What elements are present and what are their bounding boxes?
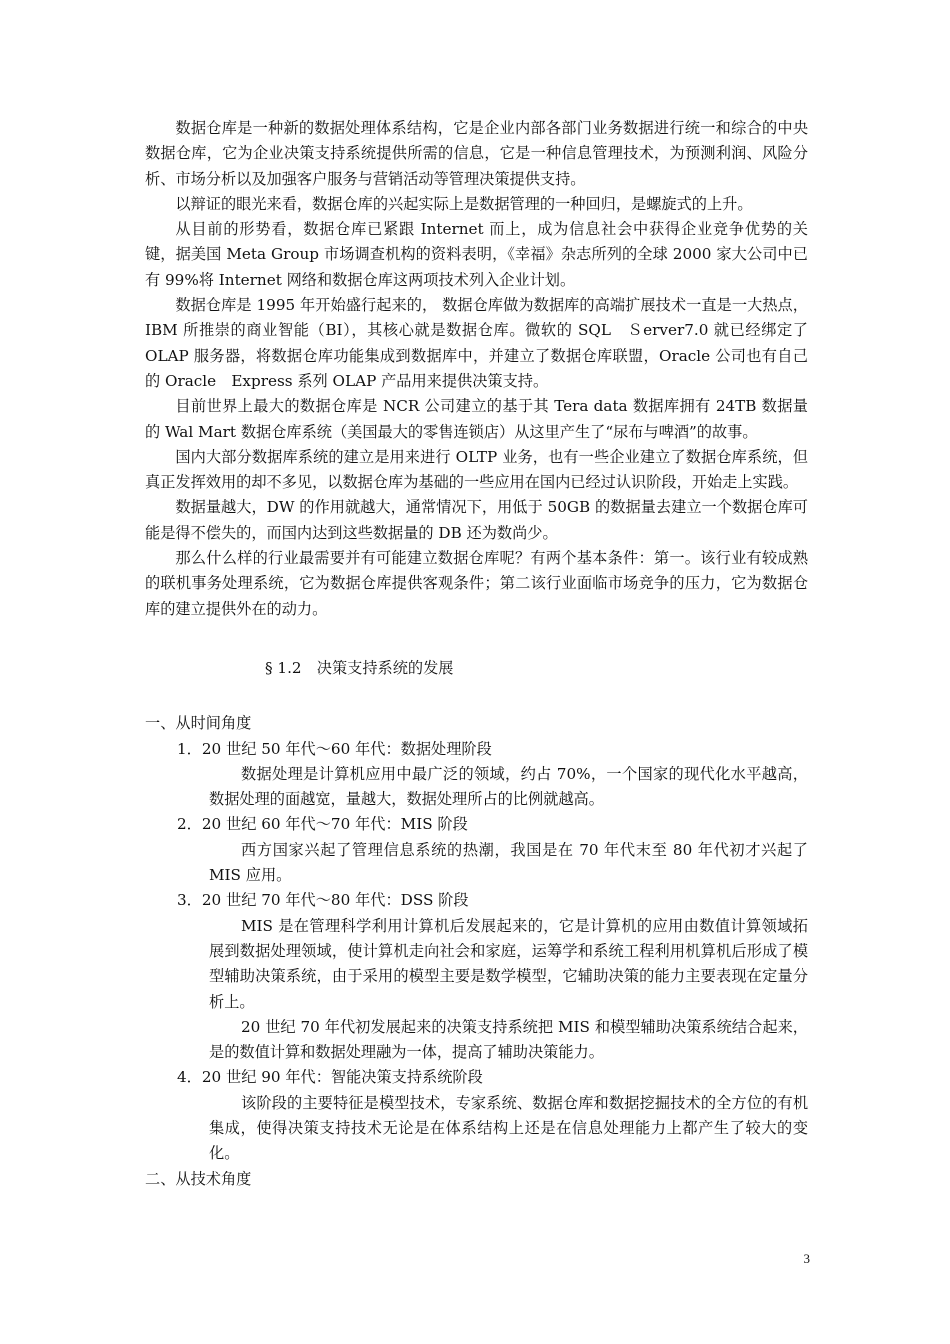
paragraph-dw-since-1995: 数据仓库是 1995 年开始盛行起来的， 数据仓库做为数据库的高端扩展技术一直是一大热点，IBM 所推崇的商业智能（BI），其核心就是数据仓库。微软的 SQL Ｓerver7.0 就已经绑定了 OLAP 服务器，将数据仓库功能集成到数据库中，并建立了数据仓库联盟，Oracle 公司也有自己的 Oracle Express 系列 OLAP 产品用来提供决策支持。 (145, 296, 808, 390)
outline-part-technology: 二、从技术角度 (145, 1169, 252, 1188)
section-heading: § 1.2 决策支持系统的发展 (265, 658, 454, 677)
outline-item-3: 3．20 世纪 70 年代～80 年代：DSS 阶段 (177, 891, 469, 910)
outline-item-1: 1．20 世纪 50 年代～60 年代：数据处理阶段 (177, 739, 492, 758)
paragraph-data-volume: 数据量越大，DW 的作用就越大，通常情况下，用低于 50GB 的数据量去建立一个数据仓库可能是得不偿失的，而国内达到这些数据量的 DB 还为数尚少。 (145, 498, 808, 542)
outline-item-3-text-1: MIS 是在管理科学利用计算机后发展起来的，它是计算机的应用由数值计算领域拓展到数据处理领域，使计算机走向社会和家庭，运筹学和系统工程利用机算机后形成了模型辅助决策系统，由于采用的模型主要是数学模型，它辅助决策的能力主要表现在定量分析上。 (209, 916, 808, 1011)
paragraph-industry-conditions: 那么什么样的行业最需要并有可能建立数据仓库呢？有两个基本条件：第一。该行业有较成熟的联机事务处理系统，它为数据仓库提供客观条件；第二该行业面临市场竞争的压力，它为数据仓库的建立提供外在的动力。 (145, 549, 808, 618)
outline-part-time: 一、从时间角度 (145, 714, 252, 733)
paragraph-dw-definition: 数据仓库是一种新的数据处理体系结构，它是企业内部各部门业务数据进行统一和综合的中央数据仓库，它为企业决策支持系统提供所需的信息，它是一种信息管理技术，为预测利润、风险分析、市场分析以及加强客户服务与营销活动等管理决策提供支持。 (145, 119, 808, 188)
outline-item-4: 4．20 世纪 90 年代：智能决策支持系统阶段 (177, 1068, 483, 1087)
outline-item-4-text: 该阶段的主要特征是模型技术，专家系统、数据仓库和数据挖掘技术的全方位的有机集成，使得决策支持技术无论是在体系结构上还是在信息处理能力上都产生了较大的变化。 (209, 1093, 808, 1163)
paragraph-current-trend: 从目前的形势看，数据仓库已紧跟 Internet 而上，成为信息社会中获得企业竞争优势的关键，据美国 Meta Group 市场调查机构的资料表明，《幸福》杂志所列的全球 2000 家大公司中已有 99%将 Internet 网络和数据仓库这两项技术列入企业计划。 (145, 220, 808, 289)
paragraph-domestic-systems: 国内大部分数据库系统的建立是用来进行 OLTP 业务，也有一些企业建立了数据仓库系统，但真正发挥效用的却不多见，以数据仓库为基础的一些应用在国内已经过认识阶段，开始走上实践。 (145, 447, 808, 492)
outline-item-2-text: 西方国家兴起了管理信息系统的热潮，我国是在 70 年代末至 80 年代初才兴起了 MIS 应用。 (209, 840, 808, 885)
page-number: 3 (803, 1251, 810, 1266)
outline-item-3-text-2: 20 世纪 70 年代初发展起来的决策支持系统把 MIS 和模型辅助决策系统结合起来，是的数值计算和数据处理融为一体，提高了辅助决策能力。 (209, 1017, 808, 1062)
paragraph-dialectic-view: 以辩证的眼光来看，数据仓库的兴起实际上是数据管理的一种回归，是螺旋式的上升。 (175, 194, 753, 213)
outline-item-1-text: 数据处理是计算机应用中最广泛的领域，约占 70%，一个国家的现代化水平越高，数据处理的面越宽，量越大，数据处理所占的比例就越高。 (209, 764, 808, 809)
document-body (145, 116, 808, 1192)
paragraph-largest-dw: 目前世界上最大的数据仓库是 NCR 公司建立的基于其 Tera data 数据库拥有 24TB 数据量的 Wal Mart 数据仓库系统（美国最大的零售连锁店）从这里产生了“尿布与啤酒”的故事。 (145, 397, 808, 441)
outline-item-2: 2．20 世纪 60 年代～70 年代：MIS 阶段 (177, 815, 468, 834)
